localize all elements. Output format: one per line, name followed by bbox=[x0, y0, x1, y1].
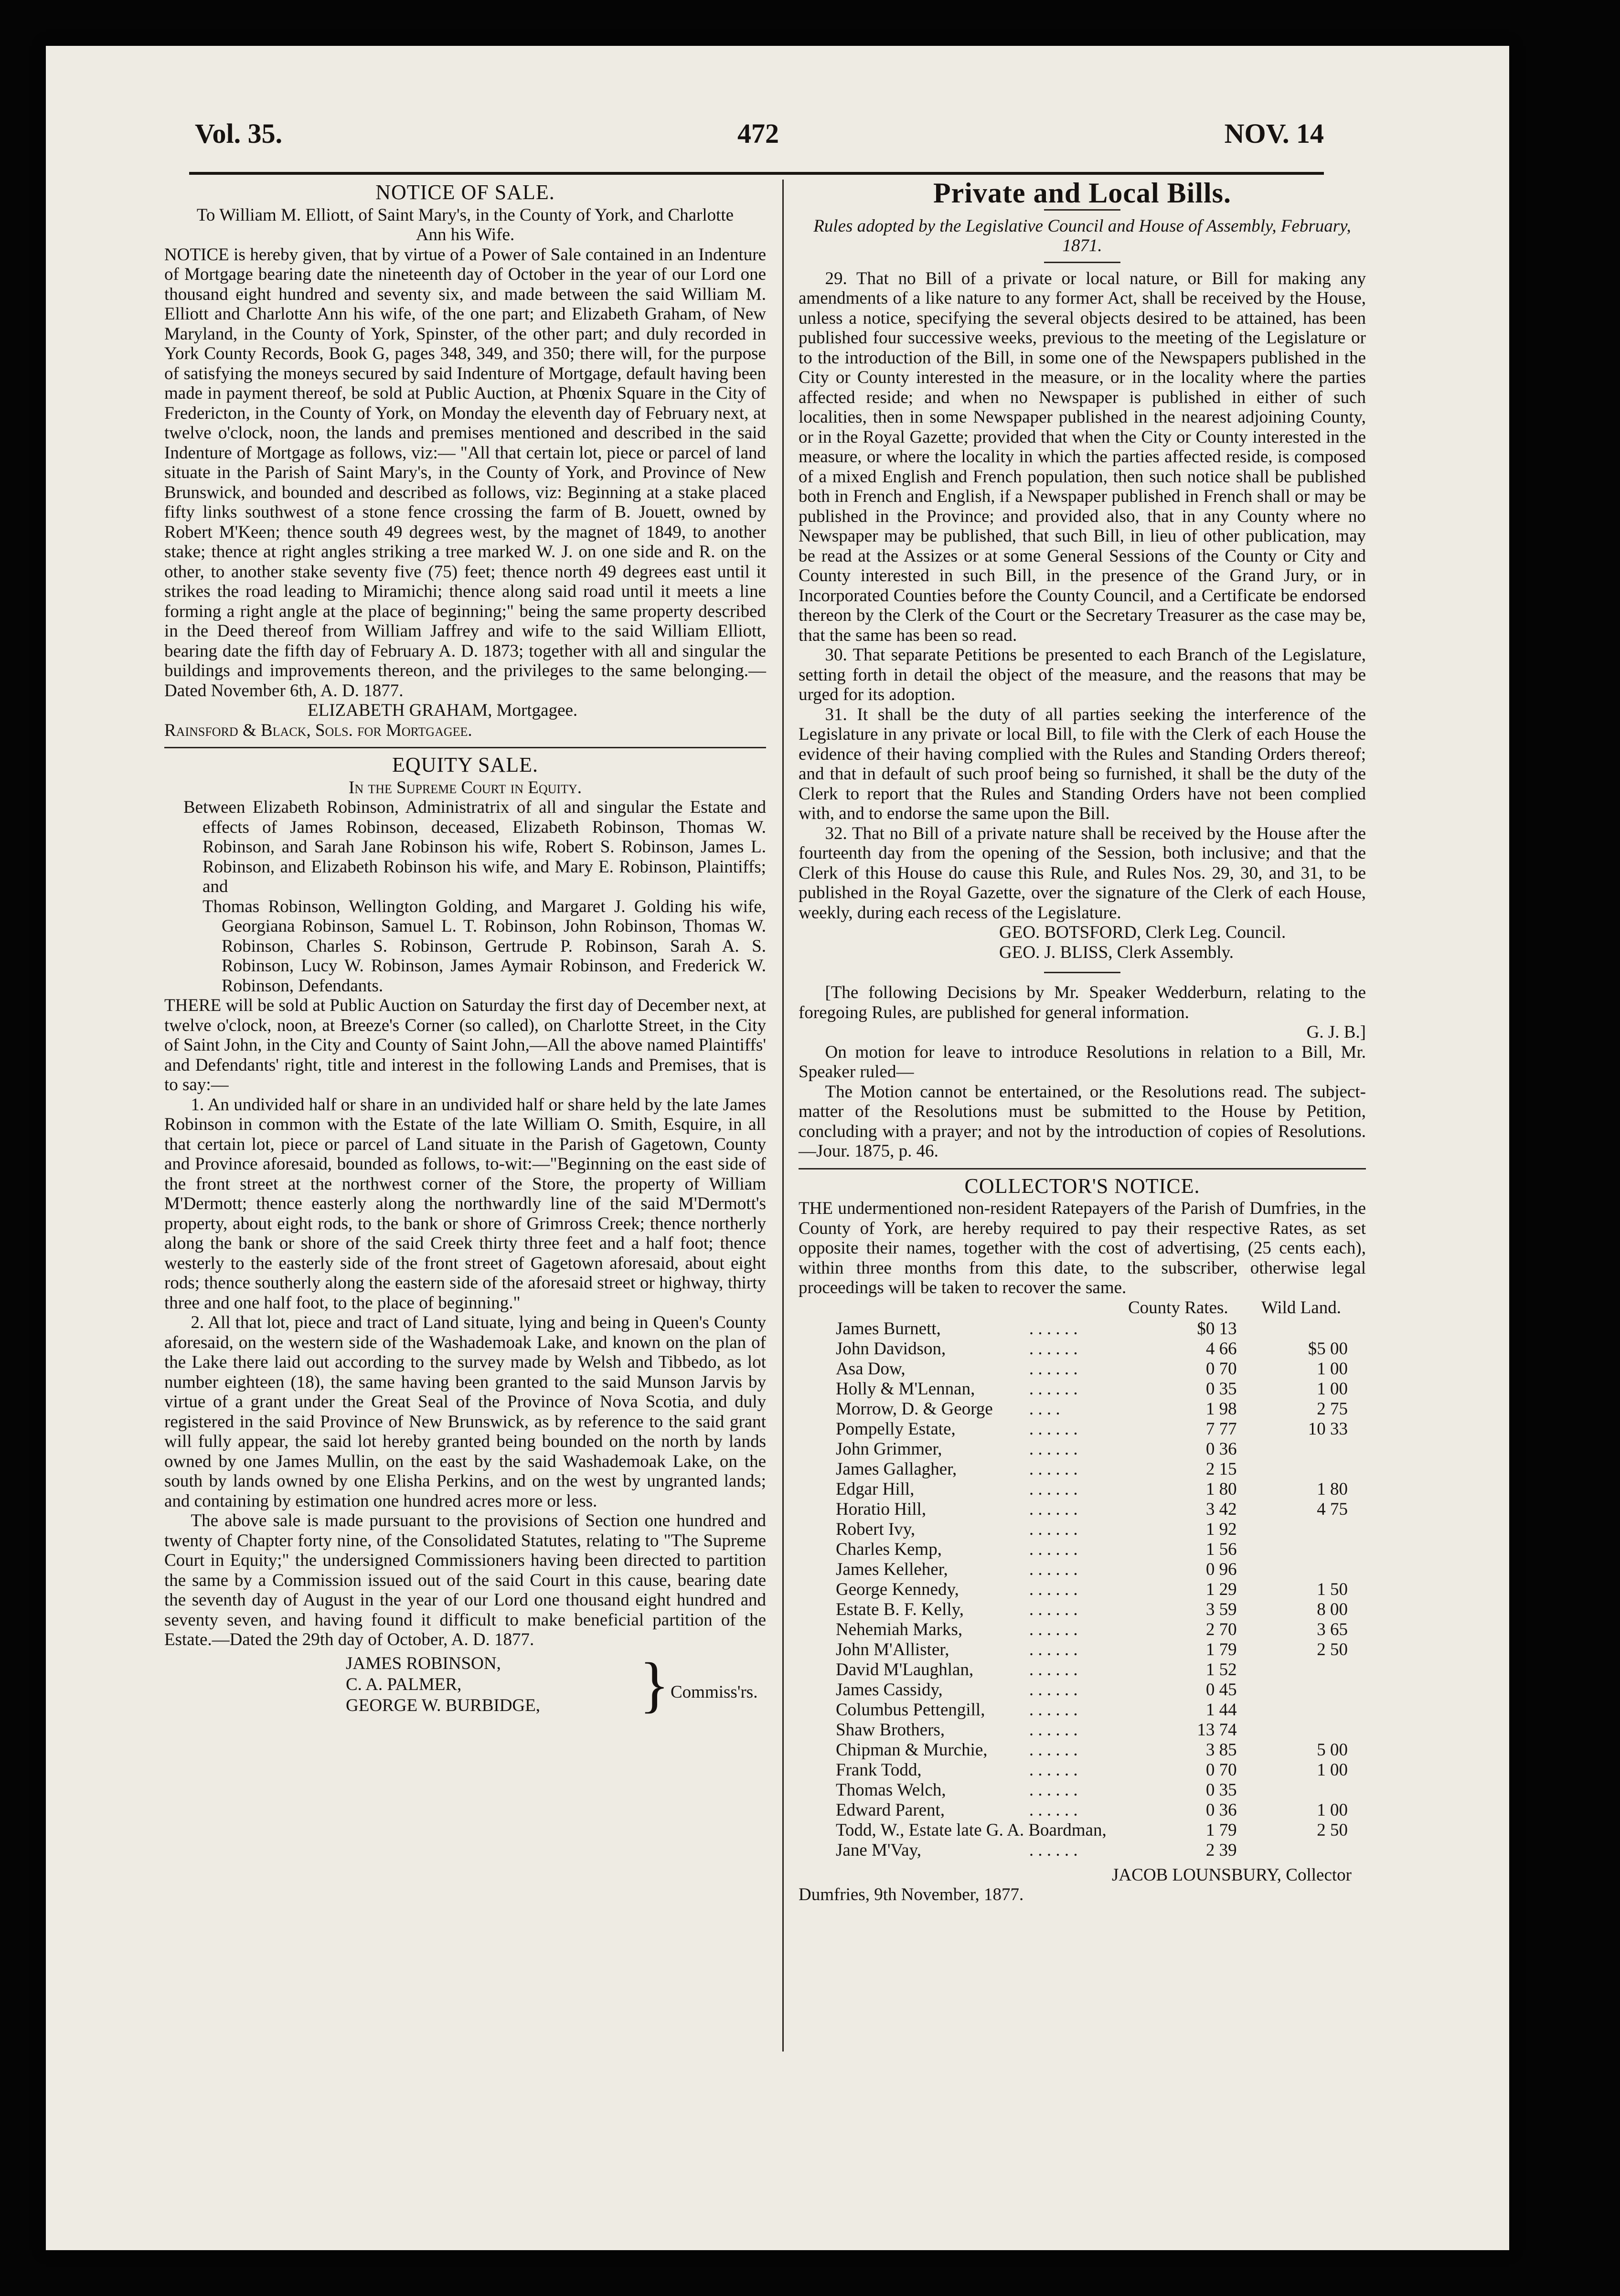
ratepayer-name: Nehemiah Marks, bbox=[836, 1619, 963, 1639]
county-rate: 3 42 bbox=[1205, 1499, 1237, 1519]
collector-dateline: Dumfries, 9th November, 1877. bbox=[799, 1885, 1024, 1904]
table-row bbox=[799, 1800, 1362, 1820]
county-rate: 2 15 bbox=[1205, 1459, 1237, 1479]
table-row bbox=[799, 1600, 1362, 1620]
county-rate: 0 96 bbox=[1205, 1559, 1237, 1579]
county-rate: 0 35 bbox=[1205, 1780, 1237, 1800]
county-rate: $0 13 bbox=[1197, 1318, 1237, 1339]
ratepayer-name: Morrow, D. & George bbox=[836, 1399, 993, 1419]
rule-32: 32. That no Bill of a private nature shall be received by the House after the fourteenth day from the opening of the Session, both inclusive; and that the Clerk of this House do cause this Rule, and Rules Nos. 29, 30, and 31, to be published in the Royal Gazette, over the signature of the Clerk of each House, weekly, during each recess of the Legislature. bbox=[799, 823, 1366, 923]
county-rate: 1 79 bbox=[1205, 1820, 1237, 1840]
county-rate: 0 45 bbox=[1205, 1679, 1237, 1700]
county-rate: 1 44 bbox=[1205, 1700, 1237, 1720]
plaintiffs-paragraph: Between Elizabeth Robinson, Administratrix of all and singular the Estate and effects of James Robinson, deceased, Elizabeth Robinson, Thomas W. Robinson, and Sarah Jane Robinson his wife, Robert S. Robinson, James L. Robinson, and Elizabeth Robinson his wife, and Mary E. Robinson, Plaintiffs; and bbox=[183, 797, 766, 896]
ratepayer-name: John Davidson, bbox=[836, 1339, 946, 1359]
table-row bbox=[799, 1700, 1362, 1720]
brace-glyph: } bbox=[639, 1650, 670, 1719]
county-rate: 3 85 bbox=[1205, 1740, 1237, 1760]
rates-header bbox=[799, 1298, 1366, 1319]
wild-land-rate bbox=[1251, 1520, 1362, 1540]
leader-dots: . . . . . . bbox=[1029, 1359, 1078, 1379]
leader-dots: . . . . . . bbox=[1029, 1700, 1078, 1720]
wild-land-rate: 4 75 bbox=[1317, 1499, 1348, 1519]
notice-of-sale-title: NOTICE OF SALE. bbox=[375, 181, 555, 204]
county-rate: 0 36 bbox=[1205, 1800, 1237, 1820]
court-subtitle: In the Supreme Court in Equity. bbox=[349, 777, 582, 797]
parcel-one: 1. An undivided half or share in an undivided half or share held by the late James Robinson in common with the Estate of the late William O. Smith, Esquire, in all that certain lot, piece or parcel of Land situate in the Parish of Gagetown, County and Province aforesaid, bounded as follows, to-wit:—"Beginning on the east side of the front street at the northwest corner of the Store, the property of William M'Dermott; thence easterly along the northwardly line of the said M'Dermott's property, about eight rods, to the bank or shore of Grimross Creek; thence northerly along the bank or shore of the said Creek thirty three feet and a half foot; thence westerly to the easterly side of the front street of Gagetown aforesaid, about eight rods; thence southerly along the eastern side of the aforesaid street or highway, thirty three and one half foot, to the place of beginning." bbox=[164, 1095, 766, 1313]
table-row bbox=[799, 1580, 1362, 1600]
county-rate: 1 98 bbox=[1205, 1399, 1237, 1419]
ratepayer-name: Pompelly Estate, bbox=[836, 1419, 956, 1439]
ratepayer-name: Horatio Hill, bbox=[836, 1499, 927, 1519]
wild-land-rate bbox=[1251, 1319, 1362, 1339]
leader-dots: . . . . . . bbox=[1029, 1579, 1078, 1599]
leader-dots: . . . . . . bbox=[1029, 1599, 1078, 1619]
leader-dots: . . . . . . bbox=[1029, 1800, 1078, 1820]
ratepayer-name: Asa Dow, bbox=[836, 1359, 906, 1379]
leader-dots: . . . . . . bbox=[1029, 1720, 1078, 1740]
wild-land-rate bbox=[1251, 1720, 1362, 1740]
wild-land-rate: 8 00 bbox=[1317, 1599, 1348, 1619]
table-row bbox=[799, 1720, 1362, 1740]
table-row bbox=[799, 1339, 1362, 1359]
ratepayer-name: John Grimmer, bbox=[836, 1439, 942, 1459]
speaker-ruling: The Motion cannot be entertained, or the Resolutions read. The subject-matter of the Resolutions must be submitted to the House by Petition, concluding with a prayer; and not by the introduction of copies of Resolutions.—Jour. 1875, p. 46. bbox=[799, 1082, 1366, 1161]
ratepayer-name: James Kelleher, bbox=[836, 1559, 948, 1579]
table-row bbox=[799, 1840, 1362, 1860]
motion-paragraph: On motion for leave to introduce Resolutions in relation to a Bill, Mr. Speaker ruled— bbox=[799, 1042, 1366, 1082]
equity-sale-title: EQUITY SALE. bbox=[392, 753, 539, 776]
collector-signature: JACOB LOUNSBURY, Collector bbox=[1112, 1865, 1352, 1885]
right-column bbox=[799, 179, 1366, 1905]
leader-dots: . . . . . . bbox=[1029, 1519, 1078, 1539]
wild-land-rate bbox=[1251, 1660, 1362, 1680]
ratepayer-name: Shaw Brothers, bbox=[836, 1720, 945, 1740]
county-rate: 7 77 bbox=[1205, 1419, 1237, 1439]
wild-land-rate bbox=[1251, 1560, 1362, 1580]
wild-land-rate bbox=[1251, 1459, 1362, 1479]
county-rate: 1 92 bbox=[1205, 1519, 1237, 1539]
table-row bbox=[799, 1419, 1362, 1439]
ratepayer-name: Edgar Hill, bbox=[836, 1479, 915, 1499]
table-row bbox=[799, 1520, 1362, 1540]
leader-dots: . . . . . . bbox=[1029, 1318, 1078, 1339]
wild-land-rate: 1 00 bbox=[1317, 1760, 1348, 1780]
ratepayer-name: James Gallagher, bbox=[836, 1459, 957, 1479]
wild-land-rate: 1 00 bbox=[1317, 1800, 1348, 1820]
wild-land-rate: 2 75 bbox=[1317, 1399, 1348, 1419]
decisions-initials: G. J. B.] bbox=[1306, 1022, 1366, 1042]
defendants-paragraph: Thomas Robinson, Wellington Golding, and Margaret J. Golding his wife, Georgiana Robinson, Samuel L. T. Robinson, John Robinson, Thomas W. Robinson, Charles S. Robinson, Gertrude P. Robinson, Sarah A. S. Robinson, Lucy W. Robinson, James Aymair Robinson, and Frederick W. Robinson, Defendants. bbox=[202, 896, 766, 996]
table-row bbox=[799, 1379, 1362, 1399]
table-row bbox=[799, 1640, 1362, 1660]
leader-dots: . . . . bbox=[1029, 1399, 1060, 1419]
assembly-clerk-signature: GEO. J. BLISS, Clerk Assembly. bbox=[999, 942, 1234, 962]
county-rate: 0 70 bbox=[1205, 1359, 1237, 1379]
table-row bbox=[799, 1820, 1362, 1840]
ratepayer-name: Edward Parent, bbox=[836, 1800, 945, 1820]
wild-land-heading: Wild Land. bbox=[1261, 1297, 1341, 1318]
table-row bbox=[799, 1660, 1362, 1680]
rules-subtitle: Rules adopted by the Legislative Council and House of Assembly, February, 1871. bbox=[813, 216, 1351, 255]
table-row bbox=[799, 1680, 1362, 1700]
county-rate: 1 52 bbox=[1205, 1659, 1237, 1679]
wild-land-rate: 1 80 bbox=[1317, 1479, 1348, 1499]
wild-land-rate bbox=[1251, 1700, 1362, 1720]
commissioner-name: GEORGE W. BURBIDGE, bbox=[346, 1695, 541, 1715]
ratepayer-name: George Kennedy, bbox=[836, 1579, 959, 1599]
ratepayer-name: James Cassidy, bbox=[836, 1679, 943, 1700]
wild-land-rate: 10 33 bbox=[1308, 1419, 1348, 1439]
wild-land-rate: 2 50 bbox=[1317, 1820, 1348, 1840]
ratepayers-table bbox=[799, 1319, 1362, 1860]
county-rate: 1 79 bbox=[1205, 1639, 1237, 1659]
table-row bbox=[799, 1499, 1362, 1520]
notice-body: NOTICE is hereby given, that by virtue of a Power of Sale contained in an Indenture of Mortgage bearing date the nineteenth day of October in the year of our Lord one thousand eight hundred and seventy six, and made between the said William M. Elliott and Charlotte Ann his wife, of the one part; and Elizabeth Graham, of New Maryland, in the County of York, Spinster, of the other part; and duly recorded in York County Records, Book G, pages 348, 349, and 350; there will, for the purpose of satisfying the moneys secured by said Indenture of Mortgage, default having been made in payment thereof, be sold at Public Auction, at Phœnix Square in the City of Fredericton, in the County of York, on Monday the eleventh day of February next, at twelve o'clock, noon, the lands and premises mentioned and described in the said Indenture of Mortgage as follows, viz:— "All that certain lot, piece or parcel of land situate in the Parish of Saint Mary's, in the County of York, and Province of New Brunswick, and bounded and described as follows, viz: Beginning at a stake placed fifty links southwest of a stone fence crossing the farm of B. Jouett, owned by Robert M'Keen; thence south 49 degrees west, by the magnet of 1849, to another stake; thence at right angles striking a tree marked W. J. on one side and R. on the other, to another stake seventy five (75) feet; thence north 49 degrees east until it strikes the road leading to Miramichi; thence along said road until it meets a line forming a right angle at the place of beginning;" being the same property described in the Deed thereof from William Jaffrey and wife to the said William Elliott, bearing date the fifth day of February A. D. 1873; together with all and singular the buildings and improvements thereon, and the privileges to the same belonging.—Dated November 6th, A. D. 1877. bbox=[164, 244, 766, 701]
leader-dots: . . . . . . bbox=[1029, 1740, 1078, 1760]
county-rates-heading: County Rates. bbox=[1128, 1297, 1228, 1318]
table-row bbox=[799, 1399, 1362, 1419]
leader-dots: . . . . . . bbox=[1029, 1339, 1078, 1359]
wild-land-rate: 1 00 bbox=[1317, 1359, 1348, 1379]
leader-dots: . . . . . . bbox=[1029, 1479, 1078, 1499]
ratepayer-name: John M'Allister, bbox=[836, 1639, 949, 1659]
rule-30: 30. That separate Petitions be presented to each Branch of the Legislature, setting forth in detail the object of the measure, and the reasons that may be urged for its adoption. bbox=[799, 645, 1366, 704]
leader-dots: . . . . . . bbox=[1029, 1559, 1078, 1579]
collectors-notice-title: COLLECTOR'S NOTICE. bbox=[964, 1174, 1200, 1198]
ratepayer-name: Chipman & Murchie, bbox=[836, 1740, 988, 1760]
wild-land-rate: $5 00 bbox=[1308, 1339, 1348, 1359]
table-row bbox=[799, 1319, 1362, 1339]
county-rate: 4 66 bbox=[1205, 1339, 1237, 1359]
collectors-notice-body: THE undermentioned non-resident Ratepayers of the Parish of Dumfries, in the County of York, are hereby required to pay their respective Rates, as set opposite their names, together with the cost of advertising, (25 cents each), within three months from this date, to the subscriber, otherwise legal proceedings will be taken to recover the same. bbox=[799, 1199, 1366, 1297]
ratepayer-name: Estate B. F. Kelly, bbox=[836, 1599, 964, 1619]
table-row bbox=[799, 1459, 1362, 1479]
county-rate: 1 56 bbox=[1205, 1539, 1237, 1559]
decisions-note: [The following Decisions by Mr. Speaker Wedderburn, relating to the foregoing Rules, are published for general information. bbox=[799, 983, 1366, 1022]
ratepayer-name: Charles Kemp, bbox=[836, 1539, 942, 1559]
rule-29: 29. That no Bill of a private or local nature, or Bill for making any amendments of a like nature to any former Act, shall be received by the House, unless a notice, specifying the several objects desired to be attained, has been published four successive weeks, previous to the meeting of the Legislature or to the introduction of the Bill, in some one of the Newspapers published in the City or County interested in the measure, or in the locality where the parties affected reside; and when no Newspaper is published in either of such localities, then in some Newspaper published in the nearest adjoining County, or in the Royal Gazette; provided that when the City or County interested in the measure, or where the locality in which the parties affected reside, is composed of a mixed English and French population, then such notice shall be published both in French and English, if a Newspaper published in French shall or may be published in the Province; and provided also, that in any County where no Newspaper may be published, that such Bill, in lieu of other publication, may be read at the Assizes or at some General Sessions of the County or City and County interested in such Bill, in the presence of the Grand Jury, or in Incorporated Counties before the County Council, and a Certificate be endorsed thereon by the Clerk of the Court or the Secretary Treasurer as the case may be, that the same has been so read. bbox=[799, 268, 1366, 645]
rule-31: 31. It shall be the duty of all parties seeking the interference of the Legislature in any private or local Bill, to file with the Clerk of each House the evidence of their having complied with the Rules and Standing Orders thereof; and that in default of such proof being so furnished, it shall be the duty of the Clerk to report that the Rules and Standing Orders have not been complied with, and to endorse the same upon the Bill. bbox=[799, 704, 1366, 823]
wild-land-rate: 3 65 bbox=[1317, 1619, 1348, 1639]
gazette-page bbox=[46, 46, 1509, 2250]
solicitors-line: Rainsford & Black, Sols. for Mortgagee. bbox=[164, 720, 472, 740]
leader-dots: . . . . . . bbox=[1029, 1659, 1078, 1679]
leader-dots: . . . . . . bbox=[1029, 1459, 1078, 1479]
county-rate: 2 70 bbox=[1205, 1619, 1237, 1639]
council-clerk-signature: GEO. BOTSFORD, Clerk Leg. Council. bbox=[999, 923, 1286, 942]
commissioners-role: Commiss'rs. bbox=[671, 1682, 758, 1702]
leader-dots: . . . . . . bbox=[1029, 1619, 1078, 1639]
table-row bbox=[799, 1780, 1362, 1800]
wild-land-rate bbox=[1251, 1840, 1362, 1860]
ratepayer-name: James Burnett, bbox=[836, 1318, 941, 1339]
wild-land-rate bbox=[1251, 1540, 1362, 1560]
section-divider bbox=[164, 747, 766, 748]
commissioner-name: C. A. PALMER, bbox=[346, 1674, 462, 1694]
leader-dots: . . . . . . bbox=[1029, 1760, 1078, 1780]
column-divider bbox=[782, 180, 784, 2052]
leader-dots: . . . . . . bbox=[1029, 1679, 1078, 1700]
commissioners-block bbox=[164, 1650, 766, 1740]
leader-dots: . . . . . . bbox=[1029, 1639, 1078, 1659]
wild-land-rate: 5 00 bbox=[1317, 1740, 1348, 1760]
ratepayer-name: Columbus Pettengill, bbox=[836, 1700, 985, 1720]
notice-addressee: To William M. Elliott, of Saint Mary's, in the County of York, and Charlotte Ann his Wife. bbox=[196, 205, 734, 244]
ratepayer-name: Frank Todd, bbox=[836, 1760, 922, 1780]
table-row bbox=[799, 1540, 1362, 1560]
county-rate: 1 29 bbox=[1205, 1579, 1237, 1599]
left-column bbox=[164, 179, 766, 1740]
page-header bbox=[195, 117, 1324, 165]
volume-label: Vol. 35. bbox=[195, 118, 283, 149]
county-rate: 13 74 bbox=[1197, 1720, 1237, 1740]
table-row bbox=[799, 1560, 1362, 1580]
wild-land-rate bbox=[1251, 1439, 1362, 1459]
ratepayer-name: Robert Ivy, bbox=[836, 1519, 916, 1539]
sale-closing: The above sale is made pursuant to the provisions of Section one hundred and twenty of Chapter forty nine, of the Consolidated Statutes, relating to "The Supreme Court in Equity;" the undersigned Commissioners having been directed to partition the same by a Commission issued out of the said Court in this cause, bearing date the seventh day of August in the year of our Lord one thousand eight hundred and seventy seven, and having found it difficult to make beneficial partition of the Estate.—Dated the 29th day of October, A. D. 1877. bbox=[164, 1511, 766, 1649]
section-divider bbox=[799, 1168, 1366, 1169]
wild-land-rate: 1 00 bbox=[1317, 1379, 1348, 1399]
county-rate: 3 59 bbox=[1205, 1599, 1237, 1619]
leader-dots: . . . . . . bbox=[1029, 1439, 1078, 1459]
mortgagee-signature: ELIZABETH GRAHAM, Mortgagee. bbox=[308, 701, 578, 720]
private-bills-title: Private and Local Bills. bbox=[933, 177, 1231, 209]
title-rule bbox=[1044, 209, 1120, 211]
table-row bbox=[799, 1760, 1362, 1780]
wild-land-rate bbox=[1251, 1780, 1362, 1800]
wild-land-rate bbox=[1251, 1680, 1362, 1700]
commissioner-name: JAMES ROBINSON, bbox=[346, 1653, 501, 1673]
sale-intro: THERE will be sold at Public Auction on Saturday the first day of December next, at twelve o'clock, noon, at Breeze's Corner (so called), on Charlotte Street, in the City of Saint John, in the City and County of Saint John,—All the above named Plaintiffs' and Defendants' right, title and interest in the following Lands and Premises, that is to say:— bbox=[164, 996, 766, 1095]
ratepayer-name: Jane M'Vay, bbox=[836, 1840, 921, 1860]
parcel-two: 2. All that lot, piece and tract of Land situate, lying and being in Queen's County aforesaid, on the western side of the Washademoak Lake, and known on the plan of the Lake there laid out according to the survey made by Welsh and Tibbedo, as lot number eighteen (18), the same having been granted to the said Munson Jarvis by virtue of a grant under the Great Seal of the Province of Nova Scotia, and duly registered in the said Province of New Brunswick, as by reference to the said grant will fully appear, the said lot hereby granted being bounded on the north by lands owned by one James Mullin, on the east by the said Washademoak Lake, on the south by lands owned by one Elisha Perkins, and on the west by ungranted lands; and containing by estimation one hundred acres more or less. bbox=[164, 1313, 766, 1511]
wild-land-rate: 1 50 bbox=[1317, 1579, 1348, 1599]
ratepayer-name: Holly & M'Lennan, bbox=[836, 1379, 975, 1399]
county-rate: 0 36 bbox=[1205, 1439, 1237, 1459]
ratepayer-name: David M'Laughlan, bbox=[836, 1659, 974, 1679]
header-rule bbox=[189, 172, 1324, 175]
table-row bbox=[799, 1479, 1362, 1499]
leader-dots: . . . . . . bbox=[1029, 1419, 1078, 1439]
county-rate: 0 35 bbox=[1205, 1379, 1237, 1399]
table-row bbox=[799, 1439, 1362, 1459]
leader-dots: . . . . . . bbox=[1029, 1499, 1078, 1519]
county-rate: 2 39 bbox=[1205, 1840, 1237, 1860]
leader-dots: . . . . . . bbox=[1029, 1539, 1078, 1559]
county-rate: 0 70 bbox=[1205, 1760, 1237, 1780]
ratepayer-name: Thomas Welch, bbox=[836, 1780, 946, 1800]
leader-dots: . . . . . . bbox=[1029, 1379, 1078, 1399]
subtitle-rule bbox=[1044, 262, 1120, 263]
leader-dots: . . . . . . bbox=[1029, 1840, 1078, 1860]
issue-date: NOV. 14 bbox=[1224, 118, 1324, 149]
ratepayer-name: Todd, W., Estate late G. A. Boardman, bbox=[836, 1820, 1107, 1840]
table-row bbox=[799, 1359, 1362, 1379]
page-number: 472 bbox=[737, 118, 779, 149]
leader-dots: . . . . . . bbox=[1029, 1780, 1078, 1800]
wild-land-rate: 2 50 bbox=[1317, 1639, 1348, 1659]
table-row bbox=[799, 1740, 1362, 1760]
short-rule bbox=[1044, 972, 1120, 973]
table-row bbox=[799, 1620, 1362, 1640]
county-rate: 1 80 bbox=[1205, 1479, 1237, 1499]
